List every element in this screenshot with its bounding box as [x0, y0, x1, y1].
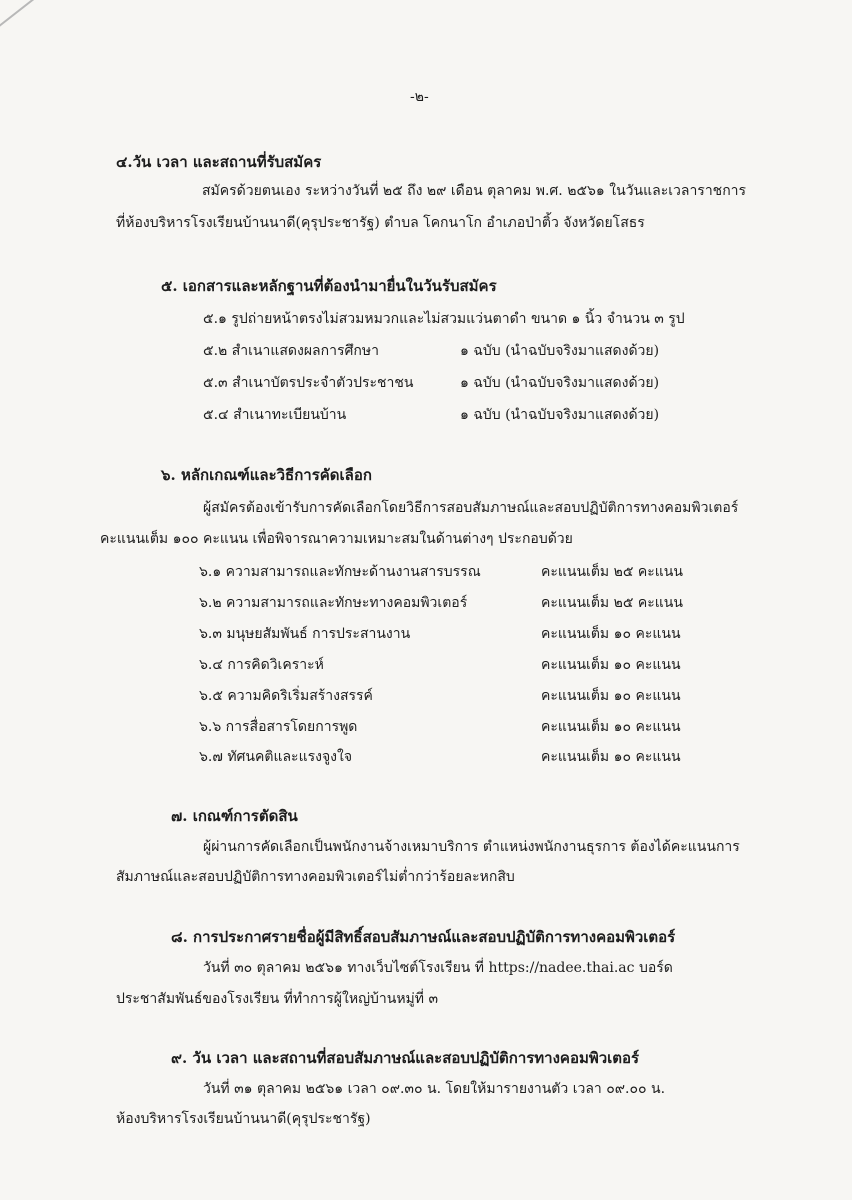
criterion-row: [199, 592, 699, 614]
doc-label: ๕.๔ สำเนาทะเบียนบ้าน: [203, 407, 347, 423]
criterion-row: [199, 716, 699, 738]
criterion-score: คะแนนเต็ม ๑๐ คะแนน: [541, 719, 681, 735]
criterion-score: คะแนนเต็ม ๑๐ คะแนน: [541, 657, 681, 673]
criterion-score: คะแนนเต็ม ๑๐ คะแนน: [541, 688, 681, 704]
section-9-heading: ๙. วัน เวลา และสถานที่สอบสัมภาษณ์และสอบปฏิบัติการทางคอมพิวเตอร์: [171, 1049, 640, 1067]
section-6-line-2: คะแนนเต็ม ๑๐๐ คะแนน เพื่อพิจารณาความเหมาะสมในด้านต่างๆ ประกอบด้วย: [100, 531, 573, 547]
section-5-item-1: ๕.๑ รูปถ่ายหน้าตรงไม่สวมหมวกและไม่สวมแว่นตาดำ ขนาด ๑ นิ้ว จำนวน ๓ รูป: [203, 311, 685, 327]
criterion-label: ๖.๑ ความสามารถและทักษะด้านงานสารบรรณ: [199, 564, 481, 580]
criterion-row: [199, 685, 699, 707]
section-4-line-2: ที่ห้องบริหารโรงเรียนบ้านนาดี(คุรุประชารัฐ) ตำบล โคกนาโก อำเภอป่าติ้ว จังหวัดยโสธร: [116, 215, 645, 231]
section-8-heading: ๘. การประกาศรายชื่อผู้มีสิทธิ์สอบสัมภาษณ์และสอบปฏิบัติการทางคอมพิวเตอร์: [171, 928, 676, 946]
doc-count: ๑ ฉบับ (นำฉบับจริงมาแสดงด้วย): [460, 407, 660, 423]
section-9-line-1: วันที่ ๓๑ ตุลาคม ๒๕๖๑ เวลา ๐๙.๓๐ น. โดยให้มารายงานตัว เวลา ๐๙.๐๐ น.: [203, 1081, 666, 1097]
section-8-line-2: ประชาสัมพันธ์ของโรงเรียน ที่ทำการผู้ใหญ่บ้านหมู่ที่ ๓: [116, 991, 439, 1007]
section-6-heading: ๖. หลักเกณฑ์และวิธีการคัดเลือก: [161, 466, 372, 484]
criterion-label: ๖.๓ มนุษยสัมพันธ์ การประสานงาน: [199, 626, 411, 642]
criterion-score: คะแนนเต็ม ๑๐ คะแนน: [541, 626, 681, 642]
doc-count: ๑ ฉบับ (นำฉบับจริงมาแสดงด้วย): [460, 343, 660, 359]
section-4-line-1: สมัครด้วยตนเอง ระหว่างวันที่ ๒๕ ถึง ๒๙ เดือน ตุลาคม พ.ศ. ๒๕๖๑ ในวันและเวลาราชการ: [202, 183, 747, 199]
criterion-label: ๖.๔ การคิดวิเคราะห์: [199, 657, 324, 673]
doc-count: ๑ ฉบับ (นำฉบับจริงมาแสดงด้วย): [460, 375, 660, 391]
section-6-line-1: ผู้สมัครต้องเข้ารับการคัดเลือกโดยวิธีการสอบสัมภาษณ์และสอบปฏิบัติการทางคอมพิวเตอร์: [203, 500, 739, 516]
doc-label: ๕.๓ สำเนาบัตรประจำตัวประชาชน: [203, 375, 414, 391]
criterion-row: [199, 623, 699, 645]
criterion-row: [199, 746, 699, 768]
criterion-score: คะแนนเต็ม ๒๕ คะแนน: [541, 595, 683, 611]
section-7-heading: ๗. เกณฑ์การตัดสิน: [171, 807, 298, 825]
page-number: -๒-: [410, 89, 429, 105]
section-9-line-2: ห้องบริหารโรงเรียนบ้านนาดี(คุรุประชารัฐ): [116, 1111, 371, 1127]
section-8-line-1: วันที่ ๓๐ ตุลาคม ๒๕๖๑ ทางเว็บไซต์โรงเรียน ที่ https://nadee.thai.ac บอร์ด: [203, 960, 673, 976]
criterion-score: คะแนนเต็ม ๑๐ คะแนน: [541, 749, 681, 765]
scan-edge-line: [0, 0, 75, 42]
criterion-row: [199, 654, 699, 676]
section-7-line-2: สัมภาษณ์และสอบปฏิบัติการทางคอมพิวเตอร์ไม่ต่ำกว่าร้อยละหกสิบ: [116, 869, 515, 885]
section-4-heading: ๔.วัน เวลา และสถานที่รับสมัคร: [116, 153, 322, 171]
criterion-label: ๖.๗ ทัศนคติและแรงจูงใจ: [199, 749, 353, 765]
doc-label: ๕.๒ สำเนาแสดงผลการศึกษา: [203, 343, 379, 359]
criterion-label: ๖.๕ ความคิดริเริ่มสร้างสรรค์: [199, 688, 373, 704]
criterion-row: [199, 561, 699, 583]
section-5-heading: ๕. เอกสารและหลักฐานที่ต้องนำมายื่นในวันรับสมัคร: [161, 277, 497, 295]
criterion-score: คะแนนเต็ม ๒๕ คะแนน: [541, 564, 683, 580]
section-7-line-1: ผู้ผ่านการคัดเลือกเป็นพนักงานจ้างเหมาบริการ ตำแหน่งพนักงานธุรการ ต้องได้คะแนนการ: [203, 839, 740, 855]
criterion-label: ๖.๒ ความสามารถและทักษะทางคอมพิวเตอร์: [199, 595, 468, 611]
criterion-label: ๖.๖ การสื่อสารโดยการพูด: [199, 719, 358, 735]
